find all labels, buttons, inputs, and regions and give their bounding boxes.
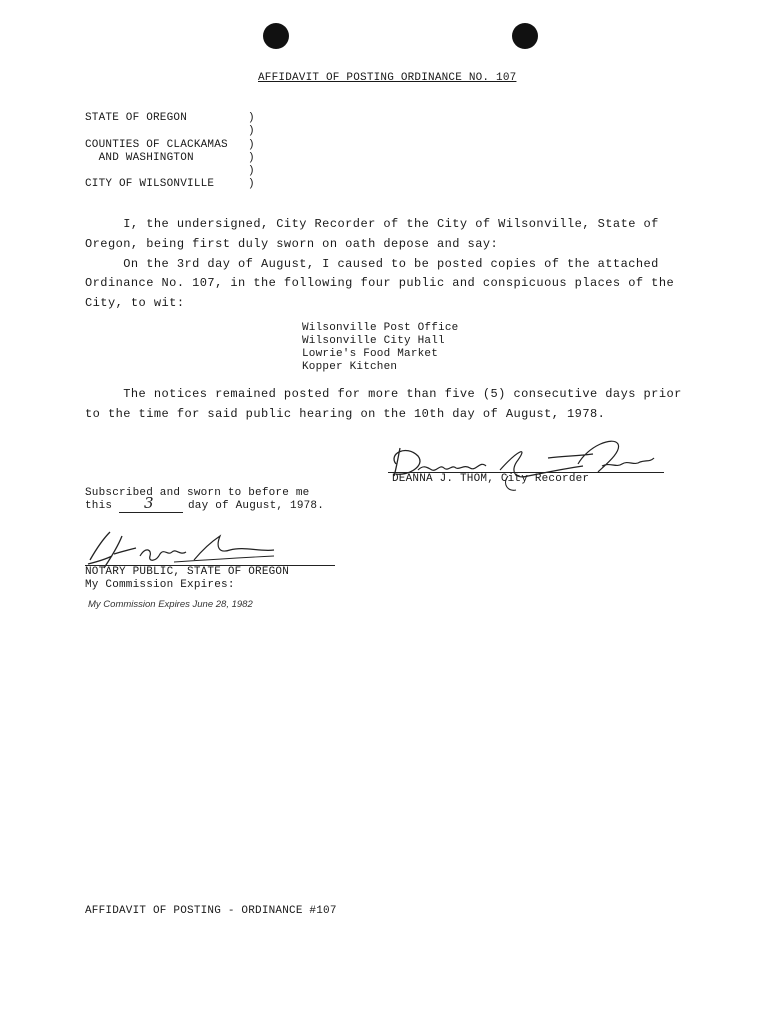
jurisdiction-paren: ) xyxy=(248,178,255,190)
jurisdiction-paren: ) xyxy=(248,165,255,177)
paragraph-2-line-3: City, to wit: xyxy=(85,296,185,310)
paragraph-1-line-2: Oregon, being first duly sworn on oath depose and say: xyxy=(85,237,499,251)
place-item: Wilsonville Post Office xyxy=(302,322,459,334)
notary-commission-label: My Commission Expires: xyxy=(85,579,235,591)
notary-commission-stamp: My Commission Expires June 28, 1982 xyxy=(88,599,253,610)
footer-caption: AFFIDAVIT OF POSTING - ORDINANCE #107 xyxy=(85,905,337,917)
jurat-line-1: Subscribed and sworn to before me xyxy=(85,487,310,499)
recorder-name-title: DEANNA J. THOM, City Recorder xyxy=(392,473,590,485)
jurisdiction-city: CITY OF WILSONVILLE xyxy=(85,178,215,190)
jurisdiction-paren: ) xyxy=(248,152,255,164)
jurat-day-blank xyxy=(119,512,183,513)
punch-hole-right xyxy=(512,23,538,49)
place-item: Lowrie's Food Market xyxy=(302,348,439,360)
paragraph-2-line-2: Ordinance No. 107, in the following four public and conspicuous places of the xyxy=(85,276,675,290)
place-item: Wilsonville City Hall xyxy=(302,335,445,347)
jurisdiction-paren: ) xyxy=(248,112,255,124)
jurisdiction-state: STATE OF OREGON xyxy=(85,112,188,124)
jurat-line-2-prefix: this xyxy=(85,500,113,512)
jurisdiction-counties-2: AND WASHINGTON xyxy=(85,152,194,164)
jurisdiction-paren: ) xyxy=(248,125,255,137)
paragraph-1-line-1: I, the undersigned, City Recorder of the City of Wilsonville, State of xyxy=(85,217,659,231)
jurat-line-2-suffix: day of August, 1978. xyxy=(188,500,325,512)
document-title: AFFIDAVIT OF POSTING ORDINANCE NO. 107 xyxy=(258,72,517,84)
punch-hole-left xyxy=(263,23,289,49)
notary-title: NOTARY PUBLIC, STATE OF OREGON xyxy=(85,566,290,578)
jurisdiction-paren: ) xyxy=(248,139,255,151)
paragraph-2-line-1: On the 3rd day of August, I caused to be posted copies of the attached xyxy=(85,257,659,271)
place-item: Kopper Kitchen xyxy=(302,361,398,373)
jurisdiction-counties: COUNTIES OF CLACKAMAS xyxy=(85,139,228,151)
recorder-signature xyxy=(378,436,668,496)
paragraph-3-line-2: to the time for said public hearing on the 10th day of August, 1978. xyxy=(85,407,606,421)
jurat-day-handwritten: 3 xyxy=(144,494,154,512)
paragraph-3-line-1: The notices remained posted for more than five (5) consecutive days prior xyxy=(85,387,682,401)
